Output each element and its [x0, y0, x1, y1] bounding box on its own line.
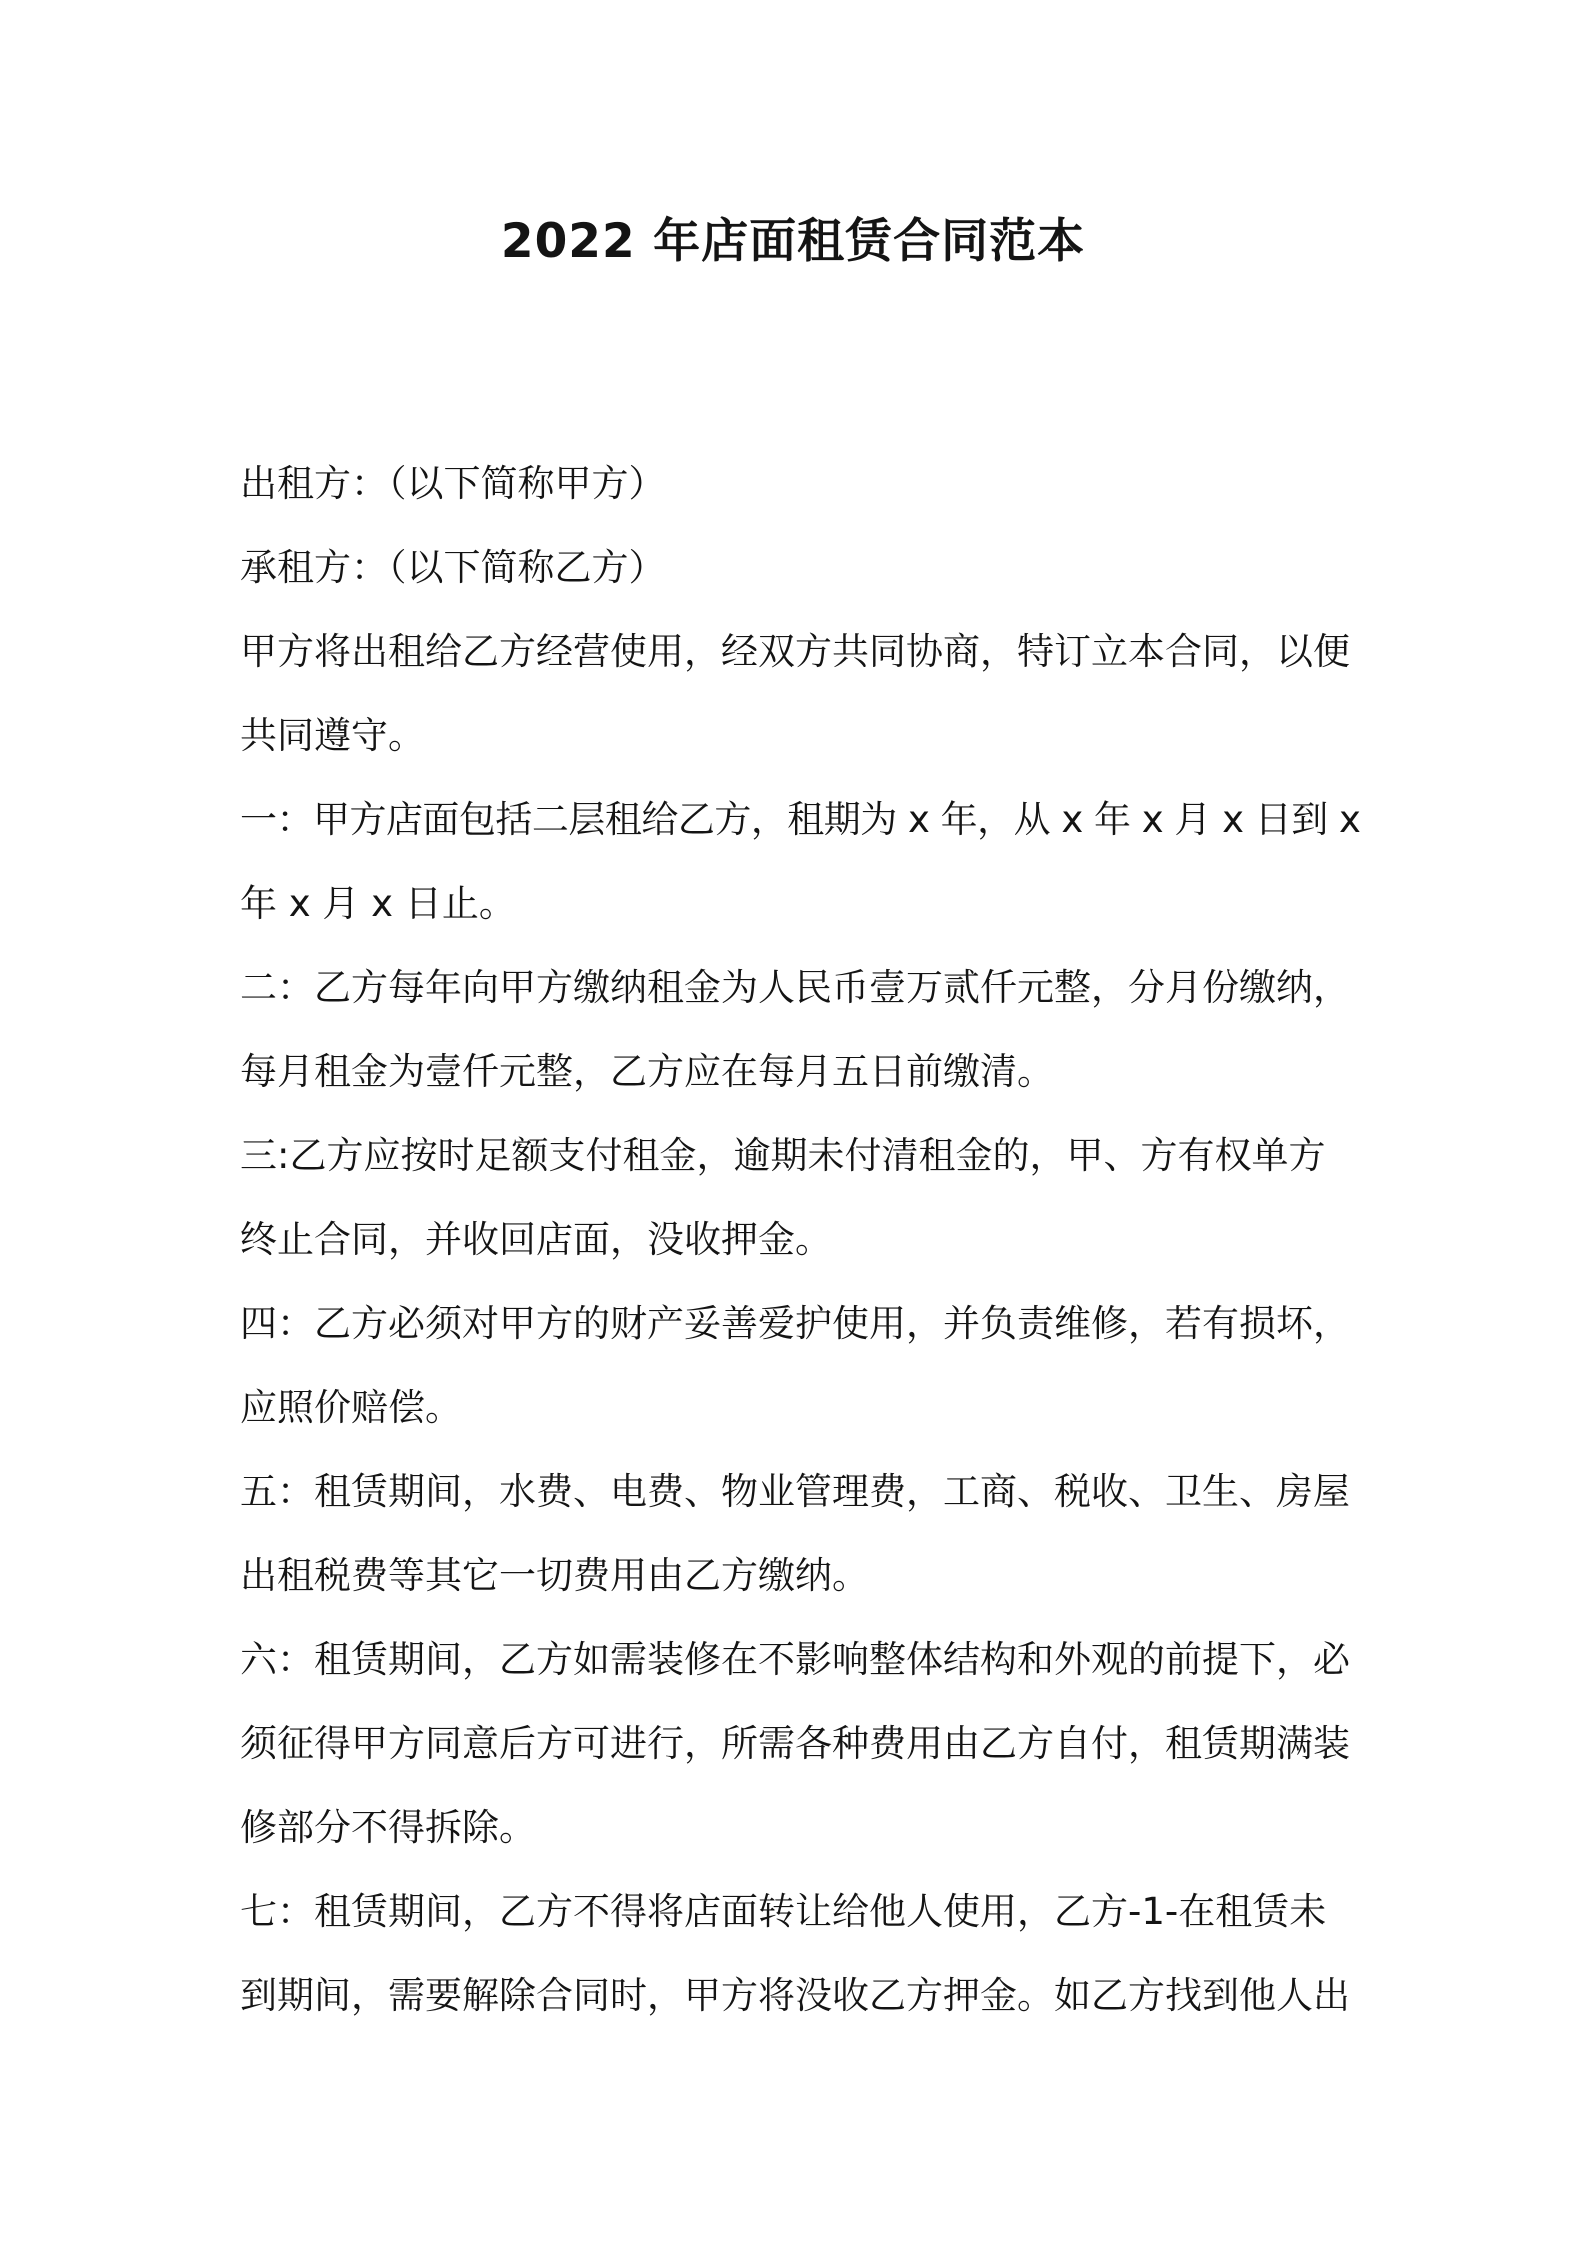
lessor-line: 出租方：（以下简称甲方）	[240, 462, 666, 505]
clause-4-line-2: 应照价赔偿。	[240, 1386, 462, 1429]
clause-3-line-2: 终止合同，并收回店面，没收押金。	[240, 1218, 832, 1261]
clause-6-line-1: 六：租赁期间，乙方如需装修在不影响整体结构和外观的前提下，必	[240, 1638, 1350, 1681]
document-title: 2022 年店面租赁合同范本	[500, 214, 1086, 269]
clause-1-line-1: 一：甲方店面包括二层租给乙方，租期为 x 年，从 x 年 x 月 x 日到 x	[240, 798, 1361, 841]
document-body	[240, 442, 1360, 2038]
clause-4-line-1: 四：乙方必须对甲方的财产妥善爱护使用，并负责维修，若有损坏，	[240, 1302, 1350, 1345]
preamble-line-1: 甲方将出租给乙方经营使用，经双方共同协商，特订立本合同，以便	[240, 630, 1350, 673]
lessee-line: 承租方：（以下简称乙方）	[240, 546, 666, 589]
preamble-line-2: 共同遵守。	[240, 714, 425, 757]
clause-3-line-1: 三:乙方应按时足额支付租金，逾期未付清租金的，甲、方有权单方	[240, 1134, 1326, 1177]
clause-6-line-3: 修部分不得拆除。	[240, 1806, 536, 1849]
clause-5-line-1: 五：租赁期间，水费、电费、物业管理费，工商、税收、卫生、房屋	[240, 1470, 1350, 1513]
clause-2-line-2: 每月租金为壹仟元整，乙方应在每月五日前缴清。	[240, 1050, 1054, 1093]
clause-7-line-1: 七：租赁期间，乙方不得将店面转让给他人使用，乙方-1-在租赁未	[240, 1890, 1327, 1933]
clause-7-line-2: 到期间，需要解除合同时，甲方将没收乙方押金。如乙方找到他人出	[240, 1974, 1350, 2017]
clause-1-line-2: 年 x 月 x 日止。	[240, 882, 516, 925]
clause-2-line-1: 二：乙方每年向甲方缴纳租金为人民币壹万贰仟元整，分月份缴纳，	[240, 966, 1350, 1009]
clause-6-line-2: 须征得甲方同意后方可进行，所需各种费用由乙方自付，租赁期满装	[240, 1722, 1350, 1765]
clause-5-line-2: 出租税费等其它一切费用由乙方缴纳。	[240, 1554, 869, 1597]
